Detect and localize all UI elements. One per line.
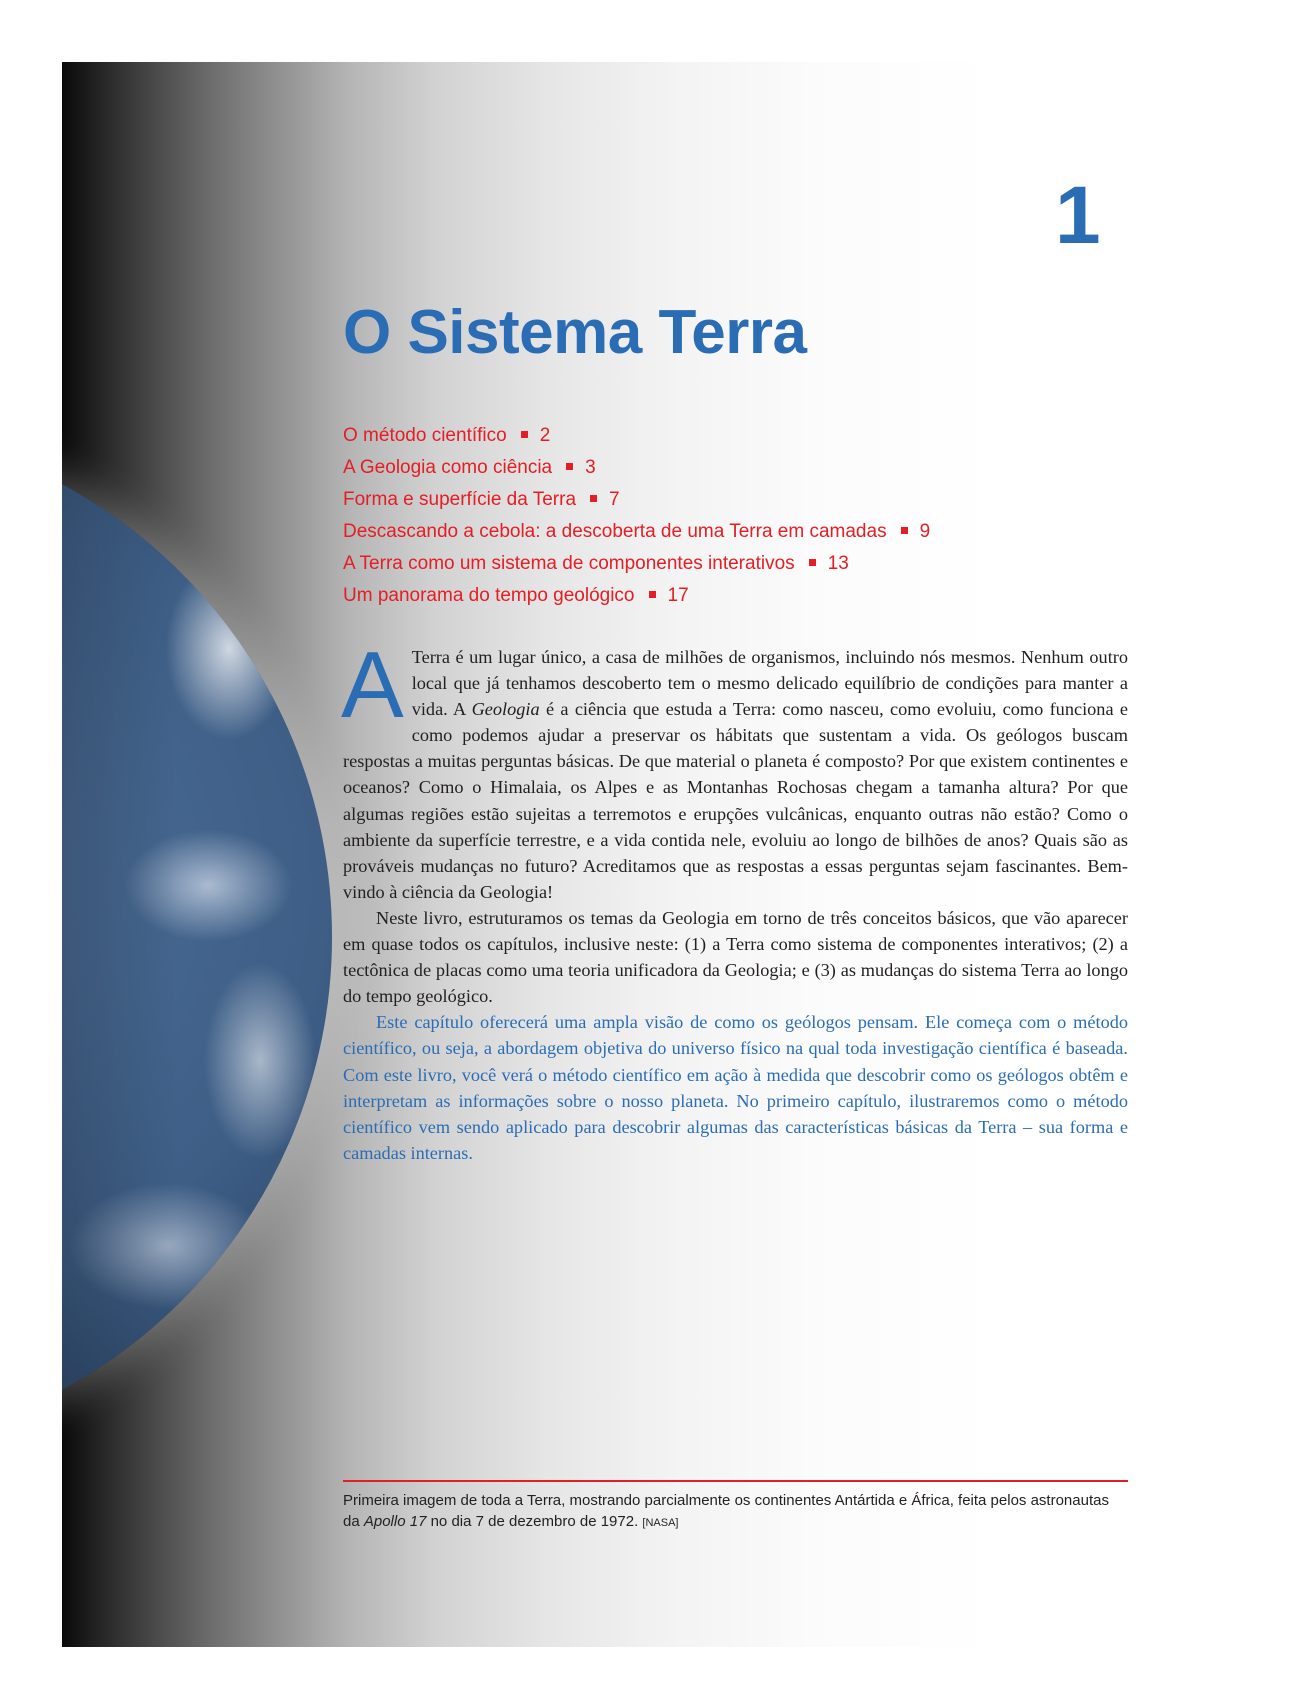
toc-item-page: 2 <box>539 425 551 446</box>
square-bullet-icon <box>809 559 816 566</box>
caption-text-cont: no dia 7 de dezembro de 1972. <box>426 1513 643 1530</box>
intro-text: Terra é um lugar único, a casa de milhões de organismos, incluindo nós mesmos. Nenhum outro local que já tenhamos descoberto tem o mesmo delicado equilíbrio de condições para manter a vida. A <box>411 647 1128 720</box>
toc-item[interactable] <box>343 548 1043 580</box>
chapter-contents <box>343 420 1043 612</box>
term-geologia: Geologia <box>471 699 540 720</box>
chapter-title: O Sistema Terra <box>343 298 807 367</box>
chapter-overview-paragraph: Este capítulo oferecerá uma ampla visão de como os geólogos pensam. Ele começa com o método científico, ou seja, a abordagem objetiva do universo físico na qual toda investigação científica é baseada. Com este livro, você verá o método científico em ação à medida que descobrir como os geólogos obtêm e interpretam as informações sobre o nosso planeta. No primeiro capítulo, ilustraremos como o método científico vem sendo aplicado para descobrir algumas das características básicas da Terra – sua forma e camadas internas. <box>343 1012 1128 1163</box>
chapter-introduction <box>341 632 1128 1166</box>
earth-image <box>62 422 332 1452</box>
image-credit: [NASA] <box>642 1517 679 1529</box>
toc-item[interactable] <box>343 452 1043 484</box>
square-bullet-icon <box>901 527 908 534</box>
intro-text-cont: é a ciência que estuda a Terra: como nasceu, como evoluiu, como funciona e como podemos ajudar a preservar os hábitats que sustentam a vida. Os geólogos buscam respostas a muitas perguntas básicas. De que material o planeta é composto? Por que existem continentes e oceanos? Como o Himalaia, os Alpes e as Montanhas Rochosas chegam a tamanha altura? Por que algumas regiões estão sujeitas a terremotos e erupções vulcânicas, enquanto outras não estão? Como o ambiente da superfície terrestre, e a vida contida nele, evoluiu ao longo de bilhões de anos? Quais são as prováveis mudanças no futuro? Acreditamos que as respostas a essas perguntas sejam fascinantes. Bem-vindo à ciência da Geologia! <box>343 699 1128 902</box>
image-caption <box>343 1490 1128 1534</box>
toc-item[interactable] <box>343 484 1043 516</box>
toc-item[interactable] <box>343 580 1043 612</box>
chapter-number: 1 <box>1055 170 1101 261</box>
toc-item-page: 17 <box>667 585 689 606</box>
toc-item[interactable] <box>343 516 1043 548</box>
toc-item-page: 13 <box>827 553 849 574</box>
toc-item-label: Um panorama do tempo geológico <box>343 585 635 606</box>
toc-item-label: O método científico <box>343 425 507 446</box>
toc-item-page: 3 <box>585 457 596 478</box>
toc-item-label: A Terra como um sistema de componentes interativos <box>343 553 795 574</box>
toc-item-label: A Geologia como ciência <box>343 457 553 478</box>
caption-divider <box>343 1480 1128 1482</box>
square-bullet-icon <box>590 495 597 502</box>
intro-paragraph <box>341 632 1128 905</box>
caption-mission: Apollo 17 <box>363 1513 427 1530</box>
square-bullet-icon <box>649 591 656 598</box>
square-bullet-icon <box>566 463 573 470</box>
caption-text: Primeira imagem de toda a Terra, mostrando parcialmente os continentes Antártida e África, feita pelos astronautas da <box>343 1492 1109 1530</box>
concepts-paragraph: Neste livro, estruturamos os temas da Geologia em torno de três conceitos básicos, que vão aparecer em quase todos os capítulos, inclusive neste: (1) a Terra como sistema de componentes interativos; (2) a tectônica de placas como uma teoria unificadora da Geologia; e (3) as mudanças do sistema Terra ao longo do tempo geológico. <box>343 907 1128 1007</box>
earth-shadow <box>62 422 332 1452</box>
toc-item-label: Forma e superfície da Terra <box>343 489 577 510</box>
toc-item-label: Descascando a cebola: a descoberta de uma Terra em camadas <box>343 521 887 542</box>
toc-item-page: 7 <box>609 489 620 510</box>
toc-item-page: 9 <box>919 521 931 542</box>
square-bullet-icon <box>521 431 528 438</box>
drop-cap: A <box>341 632 404 737</box>
toc-item[interactable] <box>343 420 1043 452</box>
